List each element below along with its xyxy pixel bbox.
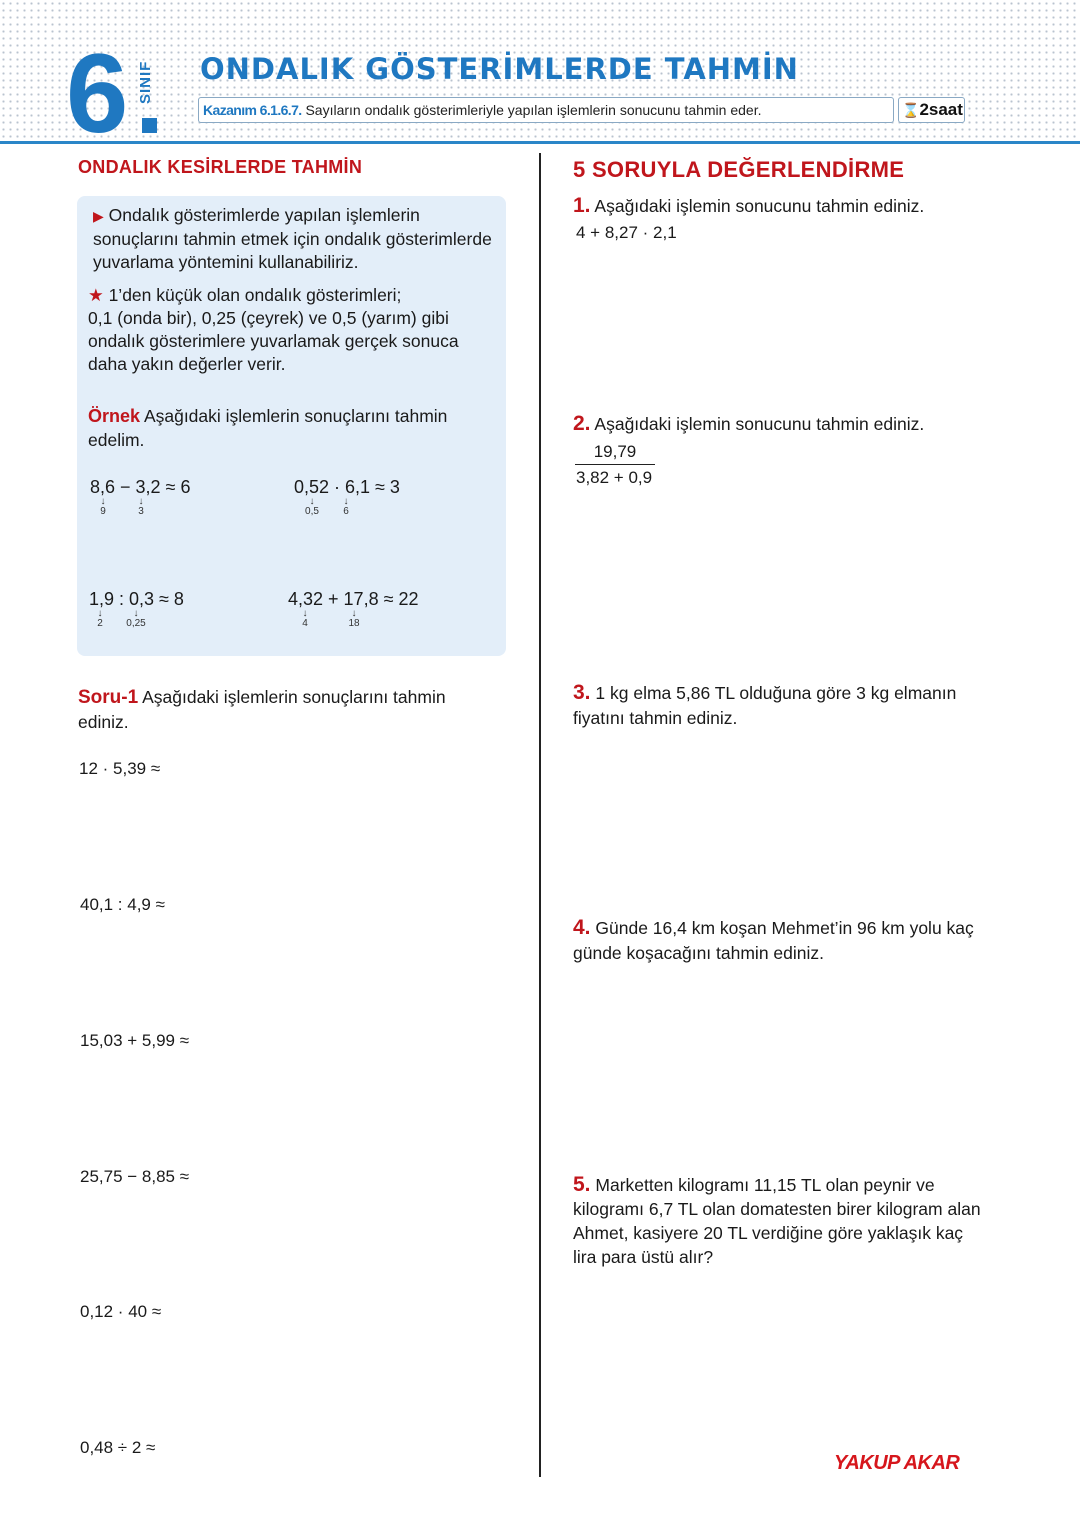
rounding-arrow-1a: ↓ 9 [100, 496, 106, 517]
author-name: YAKUP AKAR [834, 1452, 960, 1474]
question-3: 3. 1 kg elma 5,86 TL olduğuna göre 3 kg elmanın fiyatını tahmin ediniz. [573, 681, 957, 728]
question-4: 4. Günde 16,4 km koşan Mehmet’in 96 km yolu kaç günde koşacağını tahmin ediniz. [573, 916, 974, 963]
soru1-intro: Soru-1 Aşağıdaki işlemlerin sonuçlarını tahmin ediniz. [78, 687, 446, 732]
kazanim-text: Sayıların ondalık gösterimleriyle yapılan işlemlerin sonucunu tahmin eder. [305, 102, 762, 118]
fraction-bar [575, 464, 655, 465]
fraction-numerator: 19,79 [593, 442, 637, 461]
soru1-item-3: 15,03 + 5,99 ≈ [80, 1031, 190, 1050]
left-section-title: ONDALIK KESİRLERDE TAHMİN [78, 157, 363, 177]
example-intro: Örnek Aşağıdaki işlemlerin sonuçlarını tahmin edelim. [88, 406, 448, 450]
rounding-arrow-2b: ↓ 6 [343, 496, 349, 517]
example-expression-2: 0,52 · 6,1 ≈ 3 [294, 477, 400, 497]
soru1-item-2: 40,1 : 4,9 ≈ [80, 895, 165, 914]
soru1-item-1: 12 · 5,39 ≈ [79, 759, 161, 778]
star-bullet-icon: ★ [88, 285, 104, 305]
rounding-arrow-3b: ↓ 0,25 [126, 608, 146, 629]
question-number: 4. [573, 916, 591, 939]
info-paragraph-1: ▶ Ondalık gösterimlerde yapılan işlemlerin sonuçlarını tahmin etmek için ondalık gösterimlerde yuvarlama yöntemini kullanabiliriz. [93, 205, 492, 272]
question-1: 1. Aşağıdaki işlemin sonucunu tahmin ediniz. [573, 194, 925, 217]
question-number: 2. [573, 412, 591, 435]
question-1-expression: 4 + 8,27 · 2,1 [576, 223, 677, 242]
soru1-label: Soru-1 [78, 687, 139, 708]
example-expression-1: 8,6 − 3,2 ≈ 6 [90, 477, 191, 497]
rounding-arrow-1b: ↓ 3 [138, 496, 144, 517]
right-section-title: 5 SORUYLA DEĞERLENDİRME [573, 157, 905, 182]
question-2: 2. Aşağıdaki işlemin sonucunu tahmin ediniz. [573, 412, 925, 435]
soru1-item-4: 25,75 − 8,85 ≈ [80, 1167, 190, 1186]
rounding-arrow-3a: ↓ 2 [97, 608, 103, 629]
page-title: ONDALIK GÖSTERİMLERDE TAHMİN [200, 52, 799, 86]
hourglass-icon: ⌛ [902, 102, 920, 118]
question-number: 5. [573, 1173, 591, 1196]
header-divider [0, 141, 1080, 144]
kazanim-box [198, 97, 894, 123]
grade-label: SINIF [137, 60, 154, 104]
fraction-denominator: 3,82 + 0,9 [576, 468, 653, 487]
duration-box [898, 97, 965, 123]
triangle-bullet-icon: ▶ [93, 208, 104, 224]
example-expression-3: 1,9 : 0,3 ≈ 8 [89, 589, 184, 609]
soru1-item-6: 0,48 ÷ 2 ≈ [80, 1438, 156, 1457]
question-number: 1. [573, 194, 591, 217]
kazanim-label: Kazanım 6.1.6.7. [203, 102, 302, 118]
question-5: 5. Marketten kilogramı 11,15 TL olan peynir ve kilogramı 6,7 TL olan domatesten birer kilogram alan Ahmet, kasiyere 20 TL verdiğine göre yaklaşık kaç lira para üstü alır? [573, 1173, 981, 1267]
info-paragraph-2: ★ 1’den küçük olan ondalık gösterimleri; 0,1 (onda bir), 0,25 (çeyrek) ve 0,5 (yarım) gibi ondalık gösterimlere yuvarlamak gerçek sonuca daha yakın değerler verir. [88, 285, 459, 374]
column-divider [539, 153, 541, 1477]
rounding-arrow-2a: ↓ 0,5 [305, 496, 319, 517]
grade-square-decoration [142, 118, 157, 133]
example-expression-4: 4,32 + 17,8 ≈ 22 [288, 589, 419, 609]
soru1-item-5: 0,12 · 40 ≈ [80, 1302, 162, 1321]
question-number: 3. [573, 681, 591, 704]
example-label: Örnek [88, 406, 141, 426]
rounding-arrow-4b: ↓ 18 [348, 608, 360, 629]
duration-text: 2saat [919, 100, 963, 119]
rounding-arrow-4a: ↓ 4 [302, 608, 308, 629]
grade-number: 6 [66, 31, 125, 156]
